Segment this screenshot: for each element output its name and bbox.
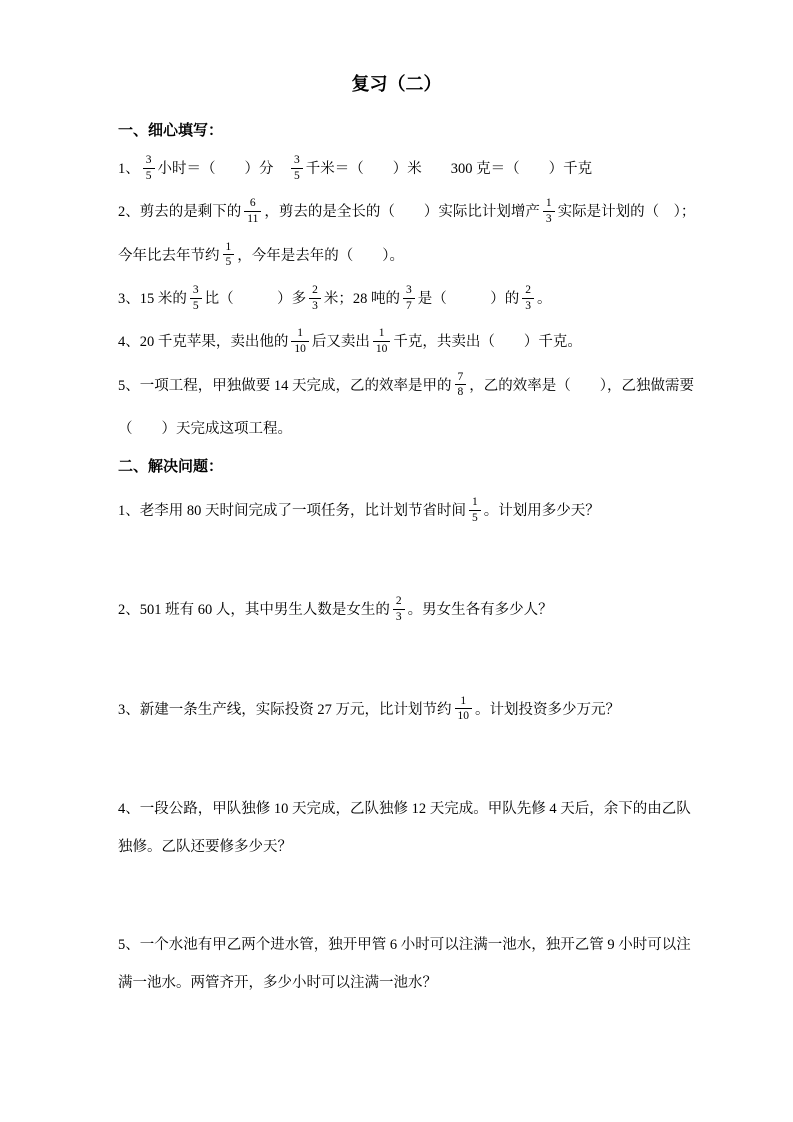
text-line xyxy=(118,794,697,824)
fraction-denominator: 11 xyxy=(244,211,261,226)
fraction-numerator: 3 xyxy=(192,283,199,296)
text-line xyxy=(118,414,697,444)
fraction-denominator: 3 xyxy=(522,298,534,313)
text-run: 1、老李用 80 天时间完成了一项任务，比计划节省时间 xyxy=(118,502,466,519)
text-run: 5、一项工程，甲独做要 14 天完成，乙的效率是甲的 xyxy=(118,377,452,394)
problem-item xyxy=(118,327,697,358)
text-line xyxy=(118,327,697,358)
fraction xyxy=(309,284,321,312)
problem-item xyxy=(118,154,697,185)
fraction-denominator: 8 xyxy=(455,384,467,399)
problem-item xyxy=(118,794,697,862)
fraction-numerator: 1 xyxy=(297,327,303,340)
fraction xyxy=(403,284,415,312)
page-title: 复习（二） xyxy=(351,74,442,94)
text-run: 4、20 千克苹果，卖出他的 xyxy=(118,334,289,351)
fraction xyxy=(190,284,202,312)
text-run: 2、501 班有 60 人，其中男生人数是女生的 xyxy=(118,602,390,619)
fraction-denominator: 5 xyxy=(469,510,481,525)
fraction-numerator: 1 xyxy=(460,694,467,707)
problem-item xyxy=(118,496,697,527)
section-heading: 一、细心填写： xyxy=(118,123,224,139)
text-line xyxy=(118,968,697,998)
text-run: ，剪去的是全长的（ ）实际比计划增产 xyxy=(264,204,540,221)
section-heading: 二、解决问题： xyxy=(118,458,224,475)
fraction-denominator: 10 xyxy=(373,341,391,356)
fraction-numerator: 1 xyxy=(225,240,232,253)
text-run: 满一池水。两管齐开，多少小时可以注满一池水？ xyxy=(118,974,437,991)
fraction-numerator: 2 xyxy=(312,283,318,296)
fraction xyxy=(543,197,555,225)
fraction xyxy=(244,197,261,225)
text-line xyxy=(118,154,697,185)
text-line xyxy=(118,695,697,726)
fraction xyxy=(522,284,534,312)
sections-container xyxy=(118,120,697,998)
fraction xyxy=(143,154,155,182)
fraction-numerator: 1 xyxy=(545,197,552,210)
text-run: 千克，共卖出（ ）千克。 xyxy=(393,334,582,351)
text-run: ，今年是去年的（ ）。 xyxy=(237,247,404,264)
fraction-numerator: 6 xyxy=(249,197,256,210)
text-run: 。 xyxy=(537,290,552,307)
text-run: 是（ ）的 xyxy=(417,290,520,307)
text-run: 。男女生各有多少人？ xyxy=(407,602,553,619)
text-run: 今年比去年节约 xyxy=(118,247,220,264)
text-run: 3、新建一条生产线，实际投资 27 万元，比计划节约 xyxy=(118,701,452,718)
text-run: ，乙的效率是（ ），乙独做需要 xyxy=(469,377,694,394)
text-run: 1、 xyxy=(118,161,140,177)
fraction-denominator: 5 xyxy=(223,254,235,269)
text-run: 米；28 吨的 xyxy=(323,290,400,307)
fraction xyxy=(455,695,473,723)
fraction-numerator: 3 xyxy=(294,154,300,167)
text-line xyxy=(118,197,697,228)
text-run: 。计划投资多少万元？ xyxy=(475,701,620,718)
problem-item xyxy=(118,371,697,444)
text-run: 。计划用多少天？ xyxy=(483,502,600,519)
fraction xyxy=(455,371,467,399)
fraction-numerator: 3 xyxy=(145,154,152,167)
fraction-denominator: 7 xyxy=(403,298,415,313)
fraction-numerator: 3 xyxy=(406,283,412,296)
fraction xyxy=(223,241,235,269)
problem-item xyxy=(118,595,697,626)
fraction-denominator: 3 xyxy=(393,609,405,624)
text-run: 3、15 米的 xyxy=(118,290,187,307)
fraction-numerator: 7 xyxy=(457,370,464,383)
fraction xyxy=(373,327,391,355)
text-line xyxy=(118,241,697,272)
fraction-denominator: 5 xyxy=(190,298,202,313)
text-run: 2、剪去的是剩下的 xyxy=(118,204,242,221)
problem-item xyxy=(118,197,697,272)
fraction-numerator: 1 xyxy=(378,327,385,340)
fraction xyxy=(393,595,405,623)
text-run: 实际是计划的（ ）； xyxy=(557,204,696,221)
fraction-denominator: 3 xyxy=(543,211,555,226)
problem-item xyxy=(118,930,697,998)
text-line xyxy=(118,284,697,315)
text-line xyxy=(118,595,697,626)
section xyxy=(118,456,697,998)
text-run: 后又卖出 xyxy=(311,334,370,351)
fraction-denominator: 5 xyxy=(291,168,303,183)
text-run: 千米＝（ ）米 300 克＝（ ）千克 xyxy=(305,161,593,177)
fraction xyxy=(291,154,303,182)
fraction-denominator: 5 xyxy=(143,168,155,183)
text-run: 独修。乙队还要修多少天？ xyxy=(118,838,292,855)
text-run: 比（ ）多 xyxy=(204,290,307,307)
text-run: 4、一段公路，甲队独修 10 天完成，乙队独修 12 天完成。甲队先修 4 天后，余下的由乙队 xyxy=(118,800,691,817)
fraction-numerator: 2 xyxy=(395,595,402,608)
fraction-numerator: 1 xyxy=(472,495,478,508)
problem-item xyxy=(118,284,697,315)
text-line xyxy=(118,832,697,862)
fraction-denominator: 3 xyxy=(309,298,321,313)
fraction-numerator: 2 xyxy=(525,283,531,296)
text-line xyxy=(118,371,697,402)
fraction-denominator: 10 xyxy=(455,708,473,723)
text-line xyxy=(118,496,697,527)
fraction-denominator: 10 xyxy=(291,341,309,356)
fraction xyxy=(469,496,481,524)
fraction xyxy=(291,327,309,355)
problem-item xyxy=(118,695,697,726)
text-run: （ ）天完成这项工程。 xyxy=(118,420,292,437)
text-run: 5、一个水池有甲乙两个进水管，独开甲管 6 小时可以注满一池水，独开乙管 9 小时可以注 xyxy=(118,936,691,953)
text-run: 小时＝（ ）分 xyxy=(157,161,288,177)
text-line xyxy=(118,930,697,960)
section xyxy=(118,120,697,444)
